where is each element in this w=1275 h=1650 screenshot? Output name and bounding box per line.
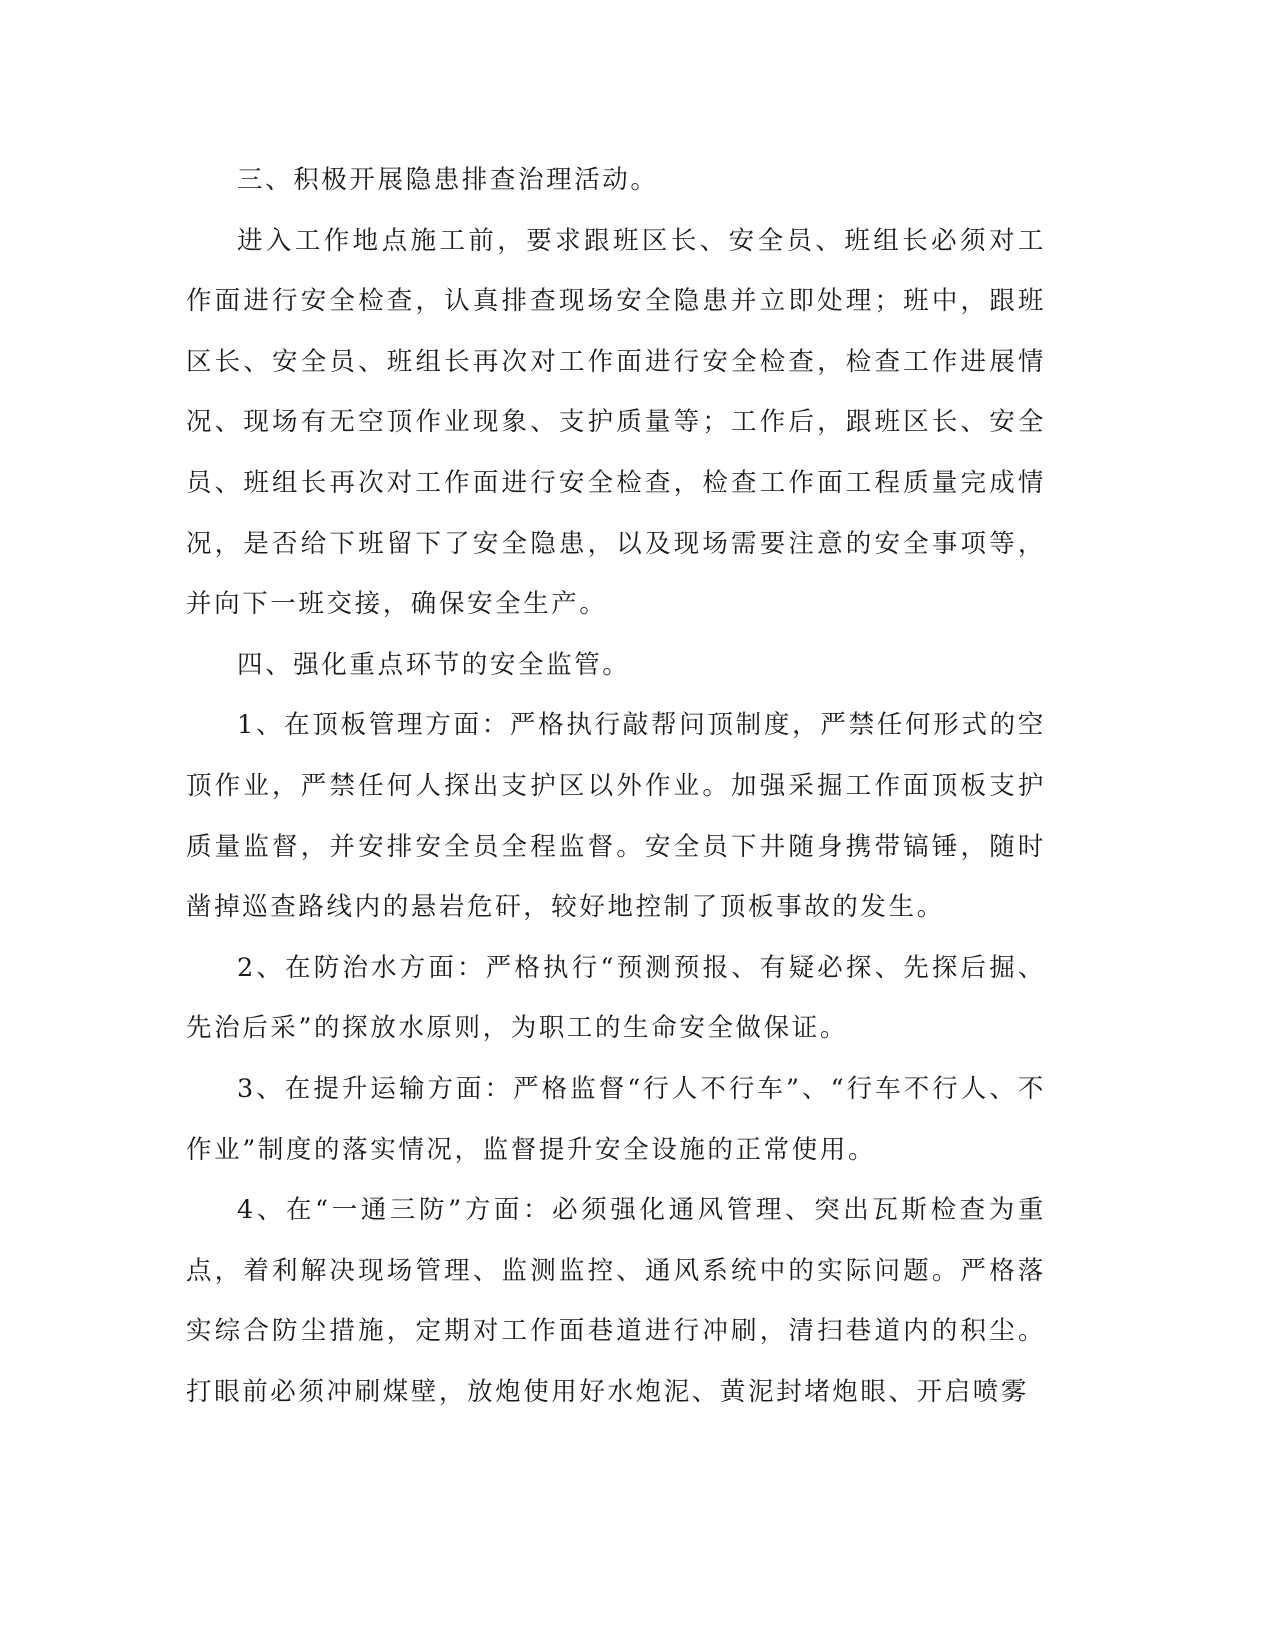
section-heading-3: 三、积极开展隐患排查治理活动。 bbox=[237, 165, 659, 195]
list-item-hoisting-transport: 3、在提升运输方面：严格监督“行人不行车”、“行车不行人、不作业”制度的落实情况，监督提升安全设施的正常使用。 bbox=[186, 1073, 1046, 1165]
paragraph-shift-inspection: 进入工作地点施工前，要求跟班区长、安全员、班组长必须对工作面进行安全检查，认真排查现场安全隐患并立即处理；班中，跟班区长、安全员、班组长再次对工作面进行安全检查，检查工作进展情况、现场有无空顶作业现象、支护质量等；工作后，跟班区长、安全员、班组长再次对工作面进行安全检查，检查工作面工程质量完成情况，是否给下班留下了安全隐患，以及现场需要注意的安全事项等，并向下一班交接，确保安全生产。 bbox=[186, 225, 1046, 620]
list-item-ventilation: 4、在“一通三防”方面：必须强化通风管理、突出瓦斯检查为重点，着利解决现场管理、监测监控、通风系统中的实际问题。严格落实综合防尘措施，定期对工作面巷道进行冲刷，清扫巷道内的积尘。打眼前必须冲刷煤壁，放炮使用好水炮泥、黄泥封堵炮眼、开启喷雾 bbox=[186, 1195, 1046, 1407]
list-item-water-control: 2、在防治水方面：严格执行“预测预报、有疑必探、先探后掘、先治后采”的探放水原则，为职工的生命安全做保证。 bbox=[186, 952, 1046, 1044]
list-item-roof-management: 1、在顶板管理方面：严格执行敲帮问顶制度，严禁任何形式的空顶作业，严禁任何人探出支护区以外作业。加强采掘工作面顶板支护质量监督，并安排安全员全程监督。安全员下井随身携带镐锤，随时凿掉巡查路线内的悬岩危矸，较好地控制了顶板事故的发生。 bbox=[186, 710, 1046, 923]
document-page bbox=[186, 150, 1046, 1422]
section-heading-4: 四、强化重点环节的安全监管。 bbox=[237, 649, 631, 680]
